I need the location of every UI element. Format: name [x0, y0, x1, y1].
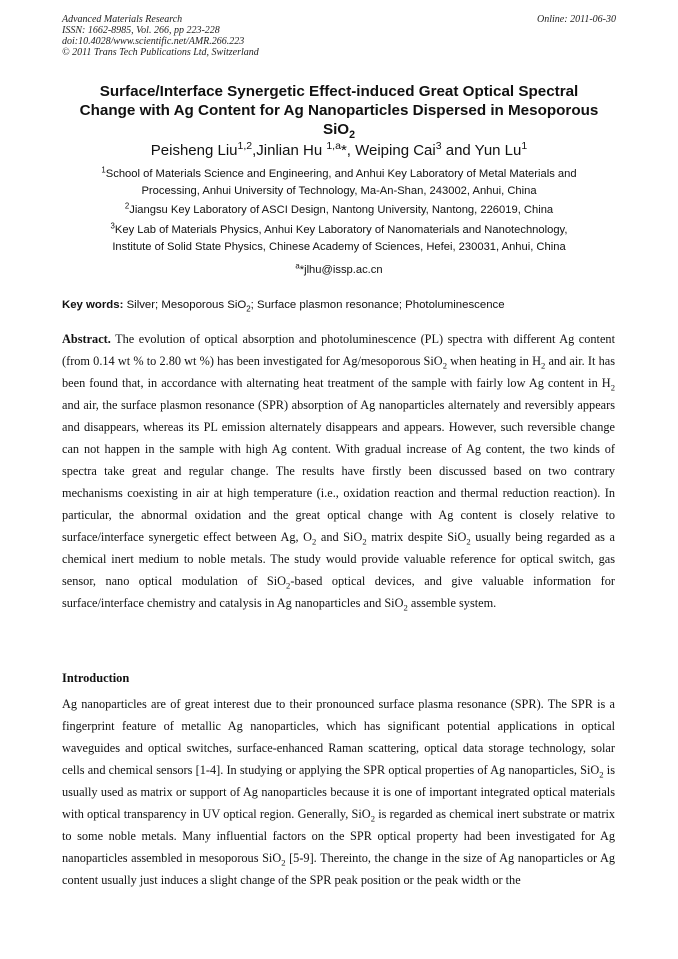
title-line-1: Surface/Interface Synergetic Effect-induced Great Optical Spectral [99, 83, 579, 100]
affiliation-2: $^2$Jiangsu Key Laboratory of ASCI Design, Nantong University, Nantong, 226019, China [124, 201, 554, 216]
author-name: ,Jinlian Hu [252, 142, 327, 159]
doi-line: doi:10.4028/www.scientific.net/AMR.266.223 [62, 36, 245, 47]
abstract-paragraph: Abstract. The evolution of optical absorption and photoluminescence (PL) spectra with different Ag content (from 0.14 wt % to 2.80 wt %) has been investigated for Ag/mesoporous SiO$_2$ when heating in $H_2$ and air. It has been found that, in accordance with alternating heat treatment of the sample with fairly low Ag content in $H_2$ and air, the surface plasmon resonance (SPR) absorption of Ag nanoparticles alternately and reversibly appears and disappears, whereas its PL emission alternately disappears and appears. However, such reversible change can not happen in the sample with high Ag content. With gradual increase of Ag content, the two kinds of spectra take great and regular change. The results have firstly been discussed based on two contrary mechanisms coexisting in air at high temperature (i.e., oxidation reaction and thermal reduction reaction). In particular, the abnormal oxidation and the great optical change with Ag content is closely relative to surface/interface synergetic effect between Ag, $O_2$ and SiO$_2$ matrix despite SiO$_2$ usually being regarded as a chemical inert medium to noble metals. The study would provide valuable reference for optical switch, gas sensor, nano optical modulation of SiO$_2$-based optical devices, and give valuable information for surface/interface chemistry and catalysis in Ag nanoparticles and SiO$_2$ assemble system. [62, 332, 615, 613]
journal-name: Advanced Materials Research [62, 14, 183, 25]
keywords: Key words: Silver; Mesoporous SiO$_2$; Surface plasmon resonance; Photoluminescence [62, 299, 505, 314]
corresponding-email[interactable]: $^a$*jlhu@issp.ac.cn [295, 261, 383, 276]
paper-title [58, 82, 620, 142]
title-line-3: SiO$_2$ [322, 121, 356, 142]
title-line-2: Change with Ag Content for Ag Nanoparticles Dispersed in Mesoporous [79, 102, 599, 119]
affiliation-3: $^3$Key Lab of Materials Physics, Anhui Key Laboratory of Nanomaterials and Nanotechnology, Institute of Solid State Physics, Chinese Academy of Sciences, Hefei, 230031, Anhui, China [110, 221, 568, 253]
author-name: and Yun Lu [441, 142, 522, 159]
keywords-label: Key words: [62, 299, 124, 311]
journal-header [62, 14, 616, 58]
introduction-paragraph: Ag nanoparticles are of great interest due to their pronounced surface plasma resonance (SPR). The SPR is a fingerprint feature of metallic Ag nanoparticles, which has significant potential applications in optical waveguides and optical switches, surface-enhanced Raman scattering, optical data storage technology, solar cells and chemical sensors [1-4]. In studying or applying the SPR optical properties of Ag nanoparticles, SiO$_2$ is usually used as matrix or support of Ag nanoparticles because it is one of important integrated optical materials with optical transparency in UV optical region. Generally, SiO$_2$ is regarded as chemical inert substrate or matrix to some noble metals. Many influential factors on the SPR optical property had been investigated for Ag nanoparticles assembled in mesoporous SiO$_2$ [5-9]. Thereinto, the change in the size of Ag nanoparticles or Ag content usually just induces a slight change of the SPR peak position or the peak width or the [62, 697, 616, 887]
affiliation-1: $^1$School of Materials Science and Engineering, and Anhui Key Laboratory of Metal Materials and Processing, Anhui University of Technology, Ma-An-Shan, 243002, Anhui, China [101, 165, 577, 197]
author-name: , Weiping Cai [346, 142, 436, 159]
introduction-heading: Introduction [62, 671, 130, 685]
issn-line: ISSN: 1662-8985, Vol. 266, pp 223-228 [62, 25, 220, 36]
online-date: Online: 2011-06-30 [537, 14, 616, 25]
copyright-line: © 2011 Trans Tech Publications Ltd, Switzerland [62, 47, 259, 58]
abstract-label: Abstract. [62, 332, 111, 346]
author-list: Peisheng Liu$^{1,2}$,Jinlian Hu $^{1,a}$*, Weiping Cai$^3$ and Yun Lu$^1$ [150, 140, 528, 159]
author-name: Peisheng Liu [150, 142, 238, 159]
